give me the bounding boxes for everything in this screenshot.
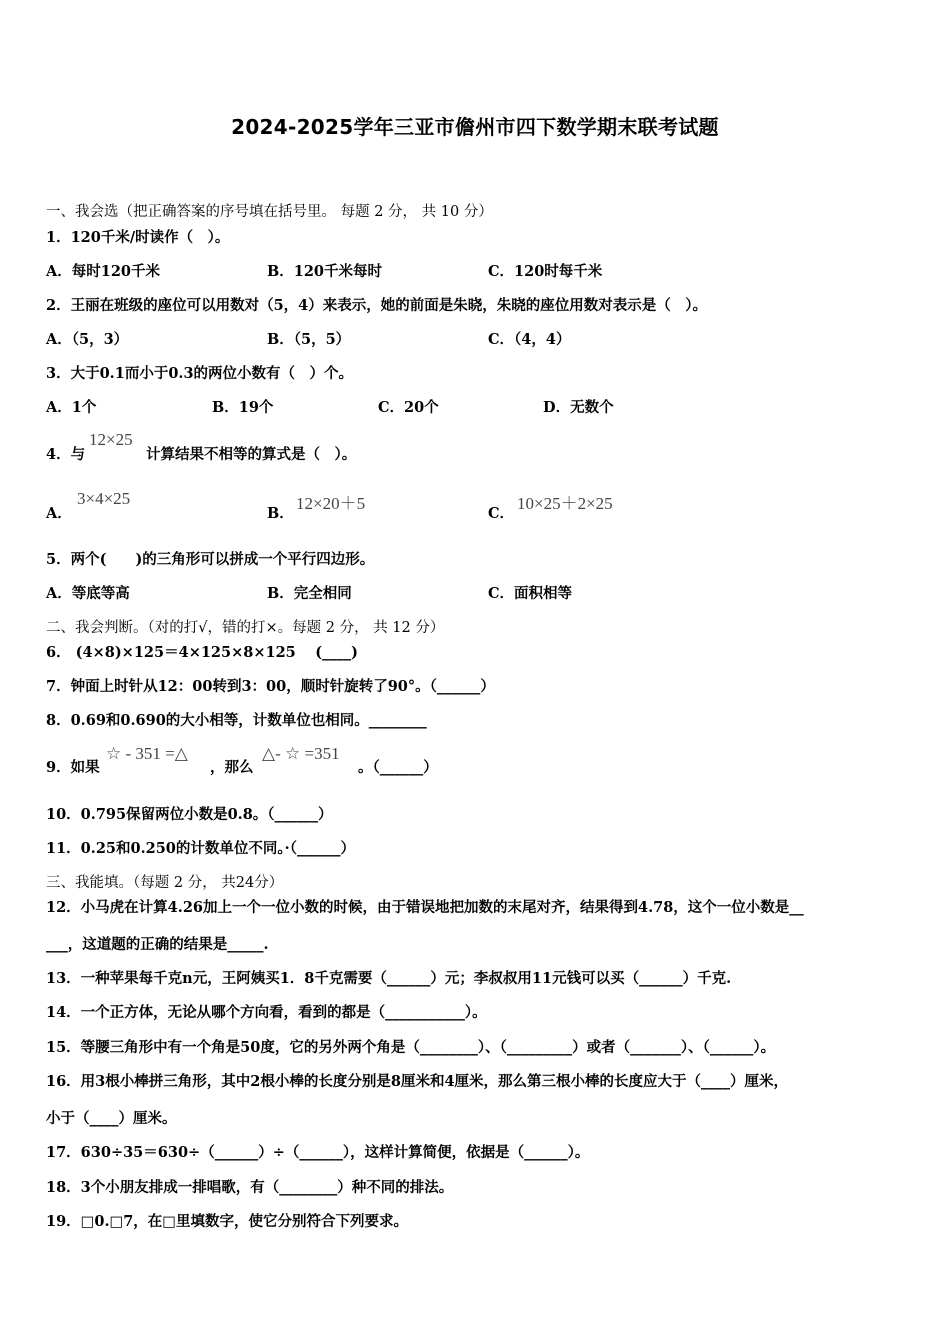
q4-suffix: 计算结果不相等的算式是（ ）。: [146, 446, 357, 463]
question-12-line-2: ___，这道题的正确的结果是_____.: [46, 936, 269, 953]
q4-option-a-expr: 3×4×25: [77, 489, 131, 508]
q2-option-a: A．（5，3）: [46, 331, 129, 348]
q3-option-b: B．19个: [212, 399, 274, 416]
q2-option-c: C．（4，4）: [488, 331, 571, 348]
question-16-line-1: 16．用3根小棒拼三角形，其中2根小棒的长度分别是8厘米和4厘米，那么第三根小棒的长度应大于（____）厘米，: [46, 1073, 789, 1090]
question-15: 15．等腰三角形中有一个角是50度，它的另外两个角是（________）、（_________）或者（_______）、（______）。: [46, 1039, 776, 1056]
q5-option-a: A．等底等高: [46, 585, 130, 602]
q1-option-c: C．120时每千米: [488, 263, 603, 280]
q4-option-b-label: B．: [267, 505, 294, 522]
question-3: 3．大于0.1而小于0.3的两位小数有（ ）个。: [46, 365, 354, 382]
question-1: 1．120千米/时读作（ ）。: [46, 229, 230, 246]
q3-option-a: A．1个: [46, 399, 97, 416]
q9-suffix: 。（______）: [358, 759, 438, 776]
question-14: 14．一个正方体，无论从哪个方向看，看到的都是（___________）。: [46, 1004, 487, 1021]
question-19: 19．□0.□7，在□里填数字，使它分别符合下列要求。: [46, 1213, 409, 1230]
q9-expression-2: △- ☆ =351: [262, 744, 340, 763]
q1-option-b: B．120千米每时: [267, 263, 383, 280]
question-6: 6． (4×8)×125＝4×125×8×125 (____): [46, 644, 359, 661]
q2-option-b: B．（5，5）: [267, 331, 351, 348]
question-11: 11．0.25和0.250的计数单位不同。·（______）: [46, 840, 355, 857]
question-13: 13．一种苹果每千克n元，王阿姨买1．8千克需要（______）元；李叔叔用11元钱可以买（______）千克.: [46, 970, 732, 987]
question-18: 18．3个小朋友排成一排唱歌，有（________）种不同的排法。: [46, 1179, 454, 1196]
q5-option-b: B．完全相同: [267, 585, 352, 602]
q4-option-c-label: C．: [488, 505, 515, 522]
q9-prefix: 9．如果: [46, 759, 100, 776]
question-2: 2．王丽在班级的座位可以用数对（5，4）来表示，她的前面是朱晓，朱晓的座位用数对表示是（ ）。: [46, 297, 708, 314]
q3-option-d: D．无数个: [543, 399, 614, 416]
question-17: 17．630÷35＝630÷（______）÷（______），这样计算简便，依据是（______）。: [46, 1144, 590, 1161]
q4-expression: 12×25: [89, 430, 133, 449]
question-8: 8．0.69和0.690的大小相等，计数单位也相同。________: [46, 712, 427, 729]
q5-option-c: C．面积相等: [488, 585, 573, 602]
q4-option-b-expr: 12×20＋5: [296, 494, 366, 513]
q9-middle: ，那么: [210, 759, 254, 776]
question-12-line-1: 12．小马虎在计算4.26加上一个一位小数的时候，由于错误地把加数的末尾对齐，结果得到4.78，这个一位小数是__: [46, 899, 804, 916]
question-16-line-2: 小于（____）厘米。: [46, 1110, 177, 1127]
page-title: 2024-2025学年三亚市儋州市四下数学期末联考试题: [231, 115, 719, 139]
section-3-heading: 三、我能填。（每题 2 分， 共24分）: [46, 875, 284, 891]
q3-option-c: C．20个: [378, 399, 439, 416]
section-1-heading: 一、我会选（把正确答案的序号填在括号里。 每题 2 分， 共 10 分）: [46, 204, 493, 220]
q1-option-a: A．每时120千米: [46, 263, 161, 280]
q4-option-a-label: A．: [46, 505, 72, 522]
q4-prefix: 4．与: [46, 446, 86, 463]
q9-expression-1: ☆ - 351 =△: [106, 744, 188, 763]
question-7: 7．钟面上时针从12：00转到3：00，顺时针旋转了90°。（______）: [46, 678, 495, 695]
q4-option-c-expr: 10×25＋2×25: [517, 494, 613, 513]
question-10: 10．0.795保留两位小数是0.8。（______）: [46, 806, 333, 823]
section-2-heading: 二、我会判断。（对的打√，错的打×。每题 2 分， 共 12 分）: [46, 620, 445, 636]
question-5: 5．两个( )的三角形可以拼成一个平行四边形。: [46, 551, 375, 568]
